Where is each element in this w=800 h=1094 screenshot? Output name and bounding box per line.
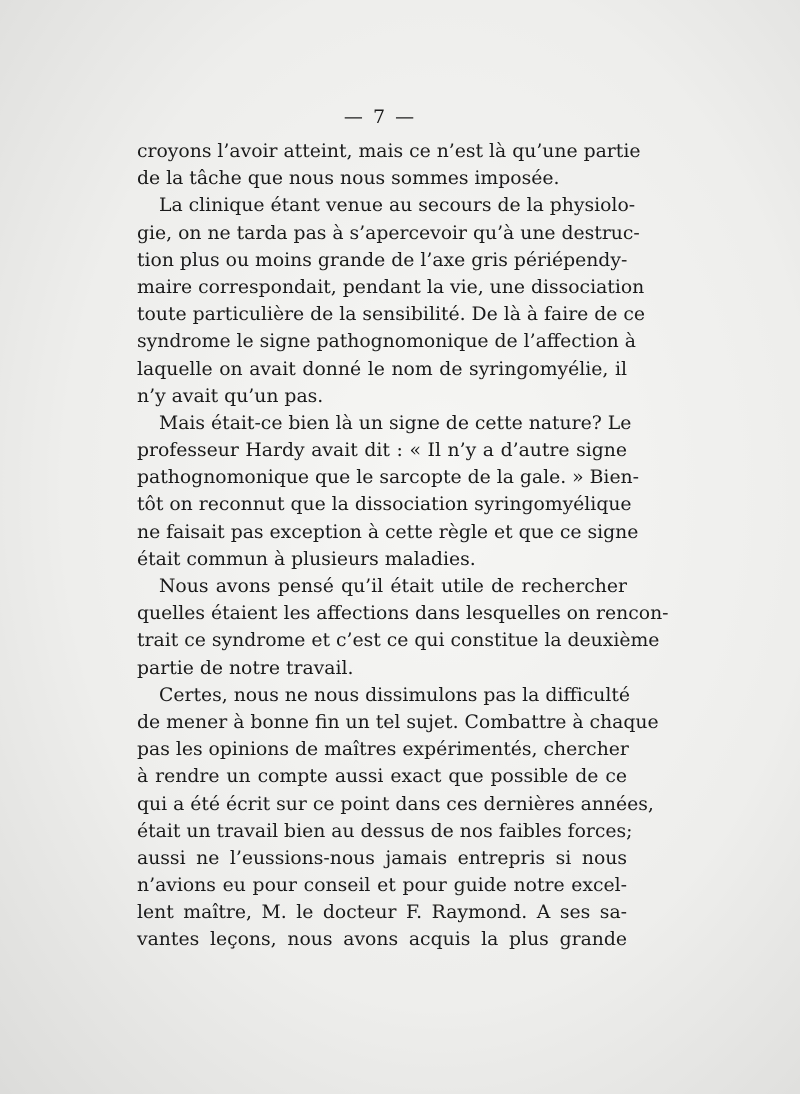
text-line: à rendre un compte aussi exact que possible de ce — [137, 766, 627, 788]
text-line: professeur Hardy avait dit : « Il n’y a d’autre signe — [137, 440, 627, 462]
text-line: gie, on ne tarda pas à s’apercevoir qu’à une destruc- — [137, 222, 640, 244]
text-line: ne faisait pas exception à cette règle et que ce signe — [137, 521, 639, 543]
text-line: était commun à plusieurs maladies. — [137, 548, 476, 570]
text-line: pas les opinions de maîtres expérimentés, chercher — [137, 739, 629, 761]
text-line: Mais était-ce bien là un signe de cette nature? Le — [159, 412, 632, 434]
body-text — [137, 138, 669, 954]
text-line: était un travail bien au dessus de nos faibles forces; — [137, 820, 633, 842]
text-line: partie de notre travail. — [137, 657, 354, 679]
text-line: qui a été écrit sur ce point dans ces dernières années, — [137, 793, 654, 815]
paragraph — [137, 410, 639, 573]
text-line: tôt on reconnut que la dissociation syringomyélique — [137, 494, 632, 516]
text-line: maire correspondait, pendant la vie, une dissociation — [137, 276, 645, 298]
paragraph — [137, 192, 646, 410]
page-number: — 7 — — [343, 106, 417, 128]
text-line: de mener à bonne fin un tel sujet. Combattre à chaque — [137, 711, 659, 733]
text-line: croyons l’avoir atteint, mais ce n’est là qu’une partie — [137, 141, 641, 162]
paragraph — [137, 573, 669, 682]
text-line: lent maître, M. le docteur F. Raymond. A ses sa- — [137, 902, 627, 924]
text-line: La clinique étant venue au secours de la physiolo- — [159, 195, 636, 217]
text-line: Certes, nous ne nous dissimulons pas la difficulté — [159, 684, 630, 706]
text-line: vantes leçons, nous avons acquis la plus grande — [137, 929, 627, 951]
text-line: Nous avons pensé qu’il était utile de rechercher — [159, 576, 627, 597]
text-line: n’avions eu pour conseil et pour guide notre excel- — [137, 875, 627, 897]
text-line: n’y avait qu’un pas. — [137, 385, 324, 407]
paragraph — [137, 682, 659, 954]
text-line: syndrome le signe pathognomonique de l’affection à — [137, 331, 636, 353]
text-line: toute particulière de la sensibilité. De là à faire de ce — [137, 304, 646, 326]
text-line: tion plus ou moins grande de l’axe gris périépendy- — [137, 249, 628, 271]
text-line: quelles étaient les affections dans lesquelles on rencon- — [137, 603, 669, 625]
text-line: de la tâche que nous nous sommes imposée. — [137, 168, 560, 190]
paragraph — [137, 138, 641, 192]
text-line: aussi ne l’eussions-nous jamais entrepris si nous — [137, 847, 627, 869]
text-line: pathognomonique que le sarcopte de la gale. » Bien- — [137, 467, 639, 489]
text-line: trait ce syndrome et c’est ce qui constitue la deuxième — [137, 630, 660, 652]
text-line: laquelle on avait donné le nom de syringomyélie, il — [137, 358, 627, 380]
